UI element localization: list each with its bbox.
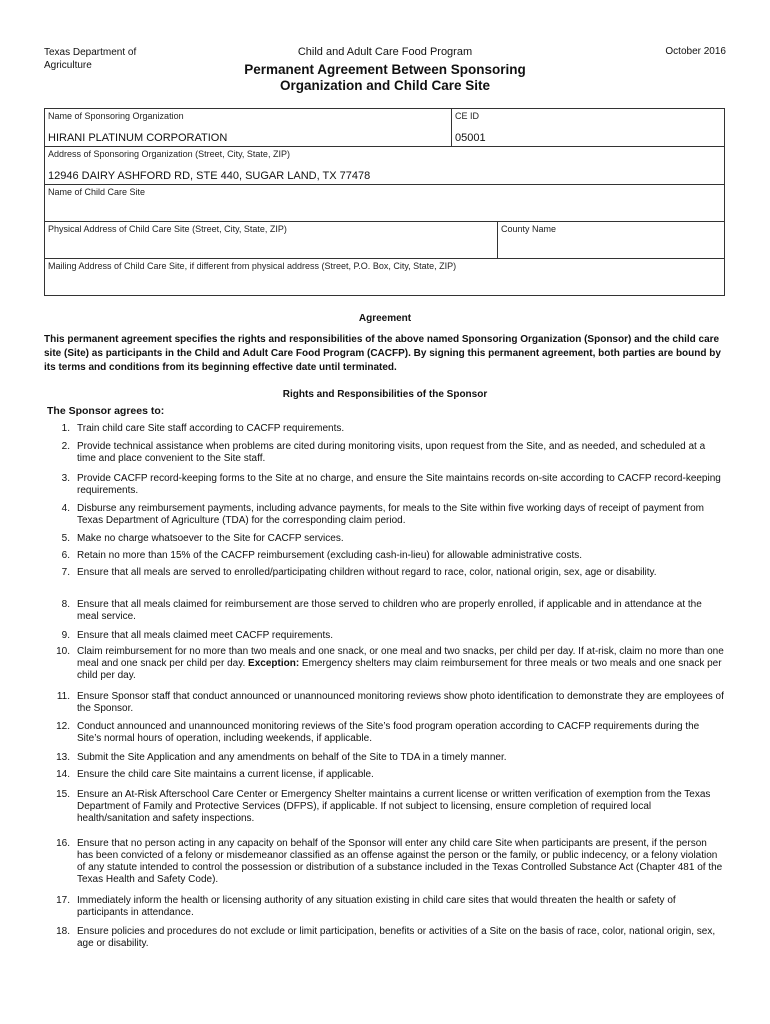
sponsor-name-field[interactable] (45, 109, 451, 146)
program-name: Child and Adult Care Food Program (297, 46, 473, 58)
county-label: County Name (501, 224, 557, 234)
ce-id-label: CE ID (455, 111, 480, 121)
form-date: October 2016 (665, 46, 726, 57)
site-address-label: Physical Address of Child Care Site (Street, City, State, ZIP) (48, 224, 287, 234)
site-address-field[interactable] (45, 222, 497, 258)
agreement-intro: This permanent agreement specifies the rights and responsibilities of the above named Sponsoring Organization (Sponsor) and the child care site (Site) as participants in the Child and Adult Care Food Program (CACFP). By signing this permanent agreement, both parties are bound by its terms and conditions from its beginning effective date until terminated. (44, 334, 721, 373)
county-field[interactable] (497, 222, 724, 258)
sponsor-name-value[interactable]: HIRANI PLATINUM CORPORATION (48, 132, 228, 144)
title-line-1: Permanent Agreement Between Sponsoring (244, 62, 526, 77)
sponsor-agrees-label: The Sponsor agrees to: (47, 405, 165, 417)
rights-heading: Rights and Responsibilities of the Sponsor (282, 389, 488, 400)
site-name-field[interactable] (45, 185, 724, 221)
agency-name: Texas Department of Agriculture (44, 47, 137, 71)
form-row-mailing (45, 259, 724, 295)
agreement-form (44, 108, 725, 296)
title-line-2: Organization and Child Care Site (279, 78, 491, 93)
sponsor-name-label: Name of Sponsoring Organization (48, 111, 184, 121)
page-title (0, 62, 770, 94)
form-row-sponsor-address (45, 147, 724, 185)
ce-id-value[interactable]: 05001 (455, 132, 486, 144)
sponsor-address-value[interactable]: 12946 DAIRY ASHFORD RD, STE 440, SUGAR LAND, TX 77478 (48, 170, 371, 182)
form-row-site-name (45, 185, 724, 222)
ce-id-field[interactable] (451, 109, 724, 146)
site-name-label: Name of Child Care Site (48, 187, 146, 197)
sponsor-address-field[interactable] (45, 147, 724, 184)
form-row-site-address (45, 222, 724, 259)
sponsor-address-label: Address of Sponsoring Organization (Street, City, State, ZIP) (48, 149, 290, 159)
form-row-sponsor (45, 109, 724, 147)
exception-label: Exception: (248, 658, 300, 669)
mailing-address-field[interactable] (45, 259, 724, 295)
agreement-heading: Agreement (358, 313, 412, 324)
mailing-address-label: Mailing Address of Child Care Site, if different from physical address (Street, P.O. Box, City, State, ZIP) (48, 261, 457, 271)
